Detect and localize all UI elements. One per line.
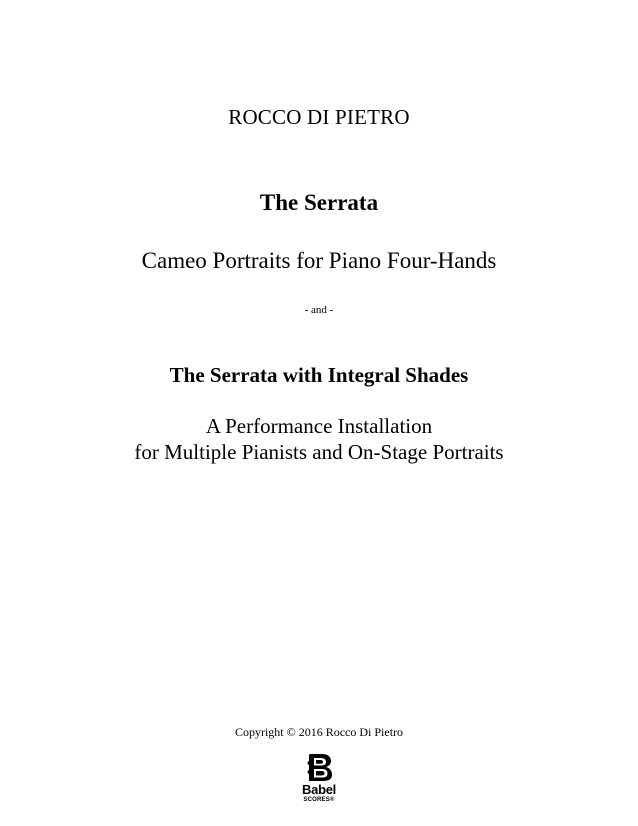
publisher-subname: SCORES® — [303, 797, 335, 803]
publisher-name: Babel — [302, 782, 336, 797]
separator-text: - and - — [304, 304, 334, 316]
work-title-1: The Serrata — [259, 190, 379, 215]
work-title-2: The Serrata with Integral Shades — [169, 363, 469, 387]
babel-scores-logo-icon — [305, 752, 333, 782]
publisher-logo — [296, 752, 342, 808]
composer-name: ROCCO DI PIETRO — [228, 105, 410, 129]
work-subtitle-1: Cameo Portraits for Piano Four-Hands — [141, 248, 497, 273]
copyright-notice: Copyright © 2016 Rocco Di Pietro — [234, 725, 404, 739]
work-subtitle-2-line-2: for Multiple Pianists and On-Stage Portraits — [134, 440, 504, 464]
work-subtitle-2-line-1: A Performance Installation — [205, 414, 433, 438]
